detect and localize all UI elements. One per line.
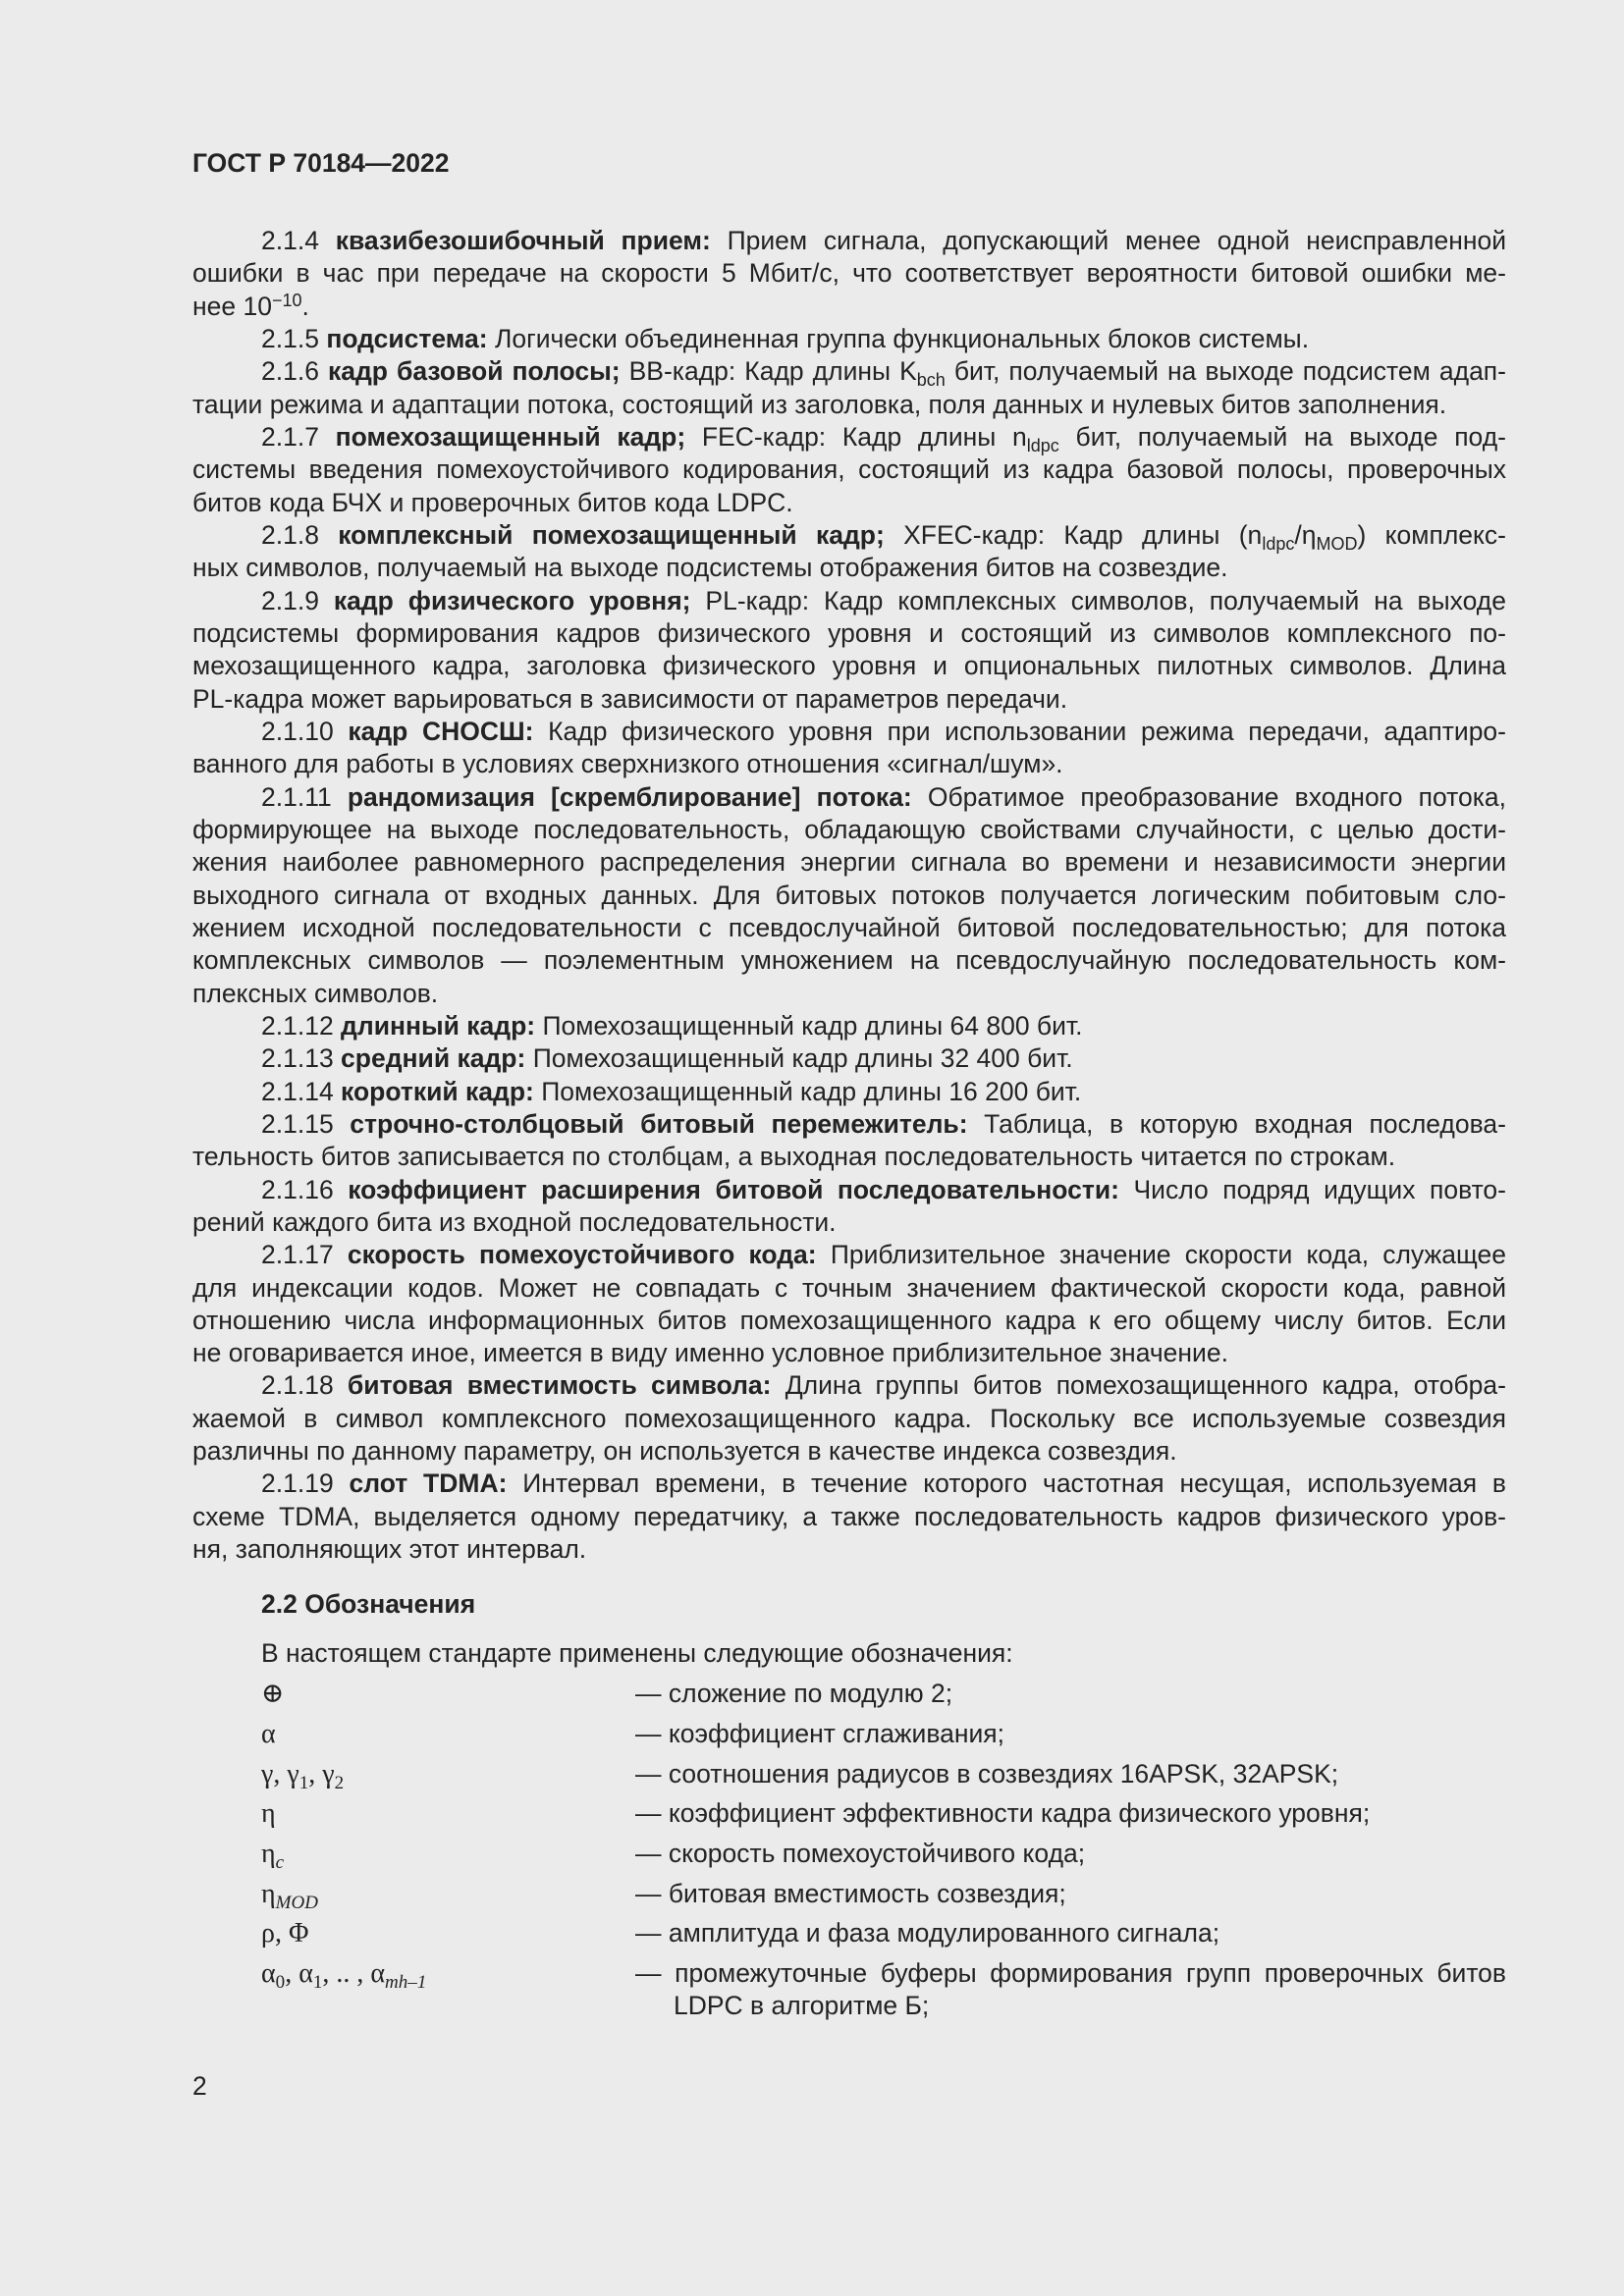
text-run: η (261, 1798, 276, 1830)
text-run: мехозащищенного кадра, заголовка физического уровня и опциональных пилотных символов. Длина (192, 651, 1506, 681)
text-line (192, 389, 1506, 421)
term-title: скорость помехоустойчивого кода: (347, 1240, 817, 1270)
designation-row (192, 1957, 1506, 2023)
text-run: системы введения помехоустойчивого кодирования, состоящий из кадра базовой полосы, проверочных (192, 454, 1506, 485)
text-line (192, 944, 1506, 977)
text-line (192, 1468, 1506, 1500)
text-run: 2.1.5 (261, 323, 327, 353)
text-run: 2.1.14 (261, 1076, 342, 1106)
text-run: γ, γ (261, 1758, 299, 1789)
text-line (192, 487, 1506, 519)
description-line: LDPC в алгоритме Б; (674, 1991, 930, 2021)
text-line (192, 1010, 1506, 1042)
text-run: Число подряд идущих повто- (1118, 1174, 1506, 1204)
text-run: Помехозащищенный кадр длины 64 800 бит. (535, 1010, 1083, 1041)
subscript: 2 (334, 1772, 345, 1793)
text-run: ) комплекс- (1357, 519, 1506, 550)
text-run: . (301, 291, 309, 321)
text-line (192, 1206, 1506, 1239)
designation-symbol (192, 1878, 635, 1913)
text-run: комплексных символов — поэлементным умножением на псевдослучайную последовательность ком- (192, 945, 1506, 976)
text-run: схеме TDMA, выделяется одному передатчику, а также последовательность кадров физического уров- (192, 1501, 1506, 1531)
text-run: различны по данному параметру, он используется в качестве индекса созвездия. (192, 1436, 1177, 1467)
text-line (192, 454, 1506, 486)
text-run: нее 10 (192, 291, 272, 321)
description-line: — коэффициент эффективности кадра физического уровня; (635, 1798, 1371, 1829)
text-run: 2.1.19 (261, 1468, 350, 1499)
text-run: , γ (308, 1758, 335, 1789)
subscript: MOD (1316, 533, 1358, 554)
term-title: короткий кадр: (341, 1076, 534, 1106)
term-entry (192, 1042, 1506, 1075)
text-run: η (261, 1838, 276, 1869)
text-line (192, 1076, 1506, 1108)
text-run: Прием сигнала, допускающий менее одной неисправленной (710, 226, 1507, 255)
term-title: комплексный помехозащищенный кадр; (338, 519, 885, 550)
text-line (192, 1239, 1506, 1271)
text-run: плексных символов. (192, 978, 439, 1008)
text-line (192, 1501, 1506, 1533)
text-line (192, 748, 1506, 780)
term-title: квазибезошибочный прием: (335, 226, 711, 255)
text-line (192, 1337, 1506, 1369)
description-line: — амплитуда и фаза модулированного сигнала; (635, 1918, 1220, 1949)
term-entry (192, 323, 1506, 355)
term-title: кадр базовой полосы; (327, 356, 621, 387)
designation-symbol (192, 1758, 635, 1793)
text-run: ванного для работы в условиях сверхнизкого отношения «сигнал/шум». (192, 749, 1063, 779)
description-line: — промежуточные буферы формирования групп проверочных битов (635, 1958, 1506, 1989)
document-body (192, 225, 1506, 2030)
designation-row (192, 1878, 1506, 1913)
text-line (192, 1272, 1506, 1305)
text-line (192, 552, 1506, 584)
description-line: — скорость помехоустойчивого кода; (635, 1838, 1086, 1868)
subscript: bch (916, 370, 946, 391)
text-run: 2.1.16 (261, 1174, 349, 1204)
text-line (192, 1435, 1506, 1468)
term-entry (192, 781, 1506, 1010)
text-line (192, 1533, 1506, 1566)
text-line (192, 355, 1506, 391)
italic-subscript: MOD (275, 1892, 318, 1913)
text-run: жения наиболее равномерного распределения энергии сигнала во времени и независимости энергии (192, 847, 1506, 878)
term-title: средний кадр: (341, 1043, 526, 1074)
text-run: ошибки в час при передаче на скорости 5 Мбит/с, что соответствует вероятности битовой ошибки ме- (192, 258, 1506, 289)
designation-list (192, 1678, 1506, 2023)
designation-symbol (192, 1917, 635, 1949)
section-heading: 2.2 Обозначения (261, 1589, 476, 1620)
designation-symbol (192, 1957, 635, 1994)
term-title: длинный кадр: (341, 1010, 536, 1041)
text-run: Обратимое преобразование входного потока, (911, 781, 1506, 812)
designation-description (635, 1678, 1506, 1710)
page-number: 2 (192, 2071, 207, 2101)
designation-row (192, 1718, 1506, 1750)
text-line (192, 880, 1506, 912)
text-run: XFEC-кадр: Кадр длины (n (884, 519, 1263, 550)
text-line (192, 978, 1506, 1010)
term-entry (192, 585, 1506, 716)
text-run: BB-кадр: Кадр длины K (620, 356, 917, 387)
term-entry (192, 1369, 1506, 1468)
text-run: отношению числа информационных битов помехозащищенного кадра к его общему числу битов. Если (192, 1305, 1506, 1335)
designation-symbol (192, 1678, 635, 1710)
text-line (192, 683, 1506, 716)
designation-symbol (192, 1718, 635, 1750)
text-run: 2.1.7 (261, 421, 336, 452)
text-run: Логически объединенная группа функциональных блоков системы. (487, 323, 1310, 353)
terms-section (192, 225, 1506, 1566)
subscript: 0 (275, 1972, 286, 1994)
document-header: ГОСТ Р 70184—2022 (192, 148, 450, 178)
term-title: битовая вместимость символа: (347, 1370, 772, 1401)
term-entry (192, 225, 1506, 323)
term-title: строчно-столбцовый битовый перемежитель: (350, 1108, 968, 1139)
text-line (192, 519, 1506, 552)
text-line (192, 1108, 1506, 1141)
text-line (192, 291, 1506, 323)
text-run: η (261, 1878, 276, 1909)
italic-subscript: c (275, 1852, 285, 1874)
term-title: кадр физического уровня; (333, 585, 691, 615)
text-run: подсистемы формирования кадров физического уровня и состоящий из символов комплексного по- (192, 617, 1506, 648)
text-line (192, 1305, 1506, 1337)
text-run: 2.1.8 (261, 519, 339, 550)
designation-row (192, 1758, 1506, 1793)
text-run: 2.1.12 (261, 1010, 342, 1041)
term-entry (192, 1468, 1506, 1566)
text-line (192, 781, 1506, 814)
description-line: — сложение по модулю 2; (635, 1679, 953, 1709)
designation-description (635, 1758, 1506, 1790)
designation-symbol (192, 1797, 635, 1830)
text-run: Кадр физического уровня при использовании режима передачи, адаптиро- (533, 716, 1506, 746)
text-run: 2.1.6 (261, 356, 328, 387)
description-line: — битовая вместимость созвездия; (635, 1878, 1066, 1908)
designation-row (192, 1678, 1506, 1710)
text-run: битов кода БЧХ и проверочных битов кода LDPC. (192, 487, 793, 517)
text-run: 2.1.13 (261, 1043, 342, 1074)
text-line (192, 617, 1506, 650)
designation-row (192, 1838, 1506, 1874)
text-run: Длина группы битов помехозащищенного кадра, отобра- (771, 1370, 1506, 1401)
designation-description (635, 1957, 1506, 2023)
text-run: ня, заполняющих этот интервал. (192, 1534, 587, 1565)
italic-subscript: mh–1 (385, 1972, 427, 1994)
text-run: ρ, Φ (261, 1918, 309, 1949)
text-run: Таблица, в которую входная последова- (967, 1108, 1506, 1139)
term-title: подсистема: (326, 323, 488, 353)
term-entry (192, 1174, 1506, 1240)
text-run: 2.1.4 (261, 226, 336, 255)
designation-description (635, 1718, 1506, 1750)
text-run: /η (1294, 519, 1317, 550)
text-line (192, 650, 1506, 682)
text-run: выходного сигнала от входных данных. Для битовых потоков получается логическим побитовым сло- (192, 880, 1506, 910)
text-line (192, 585, 1506, 617)
text-run: жаемой в символ комплексного помехозащищенного кадра. Поскольку все используемые созвездия (192, 1403, 1506, 1433)
description-line: — коэффициент сглаживания; (635, 1718, 1005, 1748)
designation-description (635, 1797, 1506, 1830)
text-run: 2.1.9 (261, 585, 334, 615)
text-run: Интервал времени, в течение которого частотная несущая, используемая в (507, 1468, 1506, 1499)
text-run: 2.1.15 (261, 1108, 351, 1139)
subscript: ldpc (1262, 533, 1295, 554)
term-title: рандомизация [скремблирование] потока: (347, 781, 912, 812)
designation-description (635, 1838, 1506, 1870)
term-entry (192, 1076, 1506, 1108)
term-title: кадр СНОСШ: (348, 716, 534, 746)
text-run: тельность битов записывается по столбцам, а выходная последовательность читается по строкам. (192, 1142, 1396, 1172)
text-run: 2.1.11 (261, 781, 348, 812)
text-line (192, 912, 1506, 944)
text-run: жением исходной последовательности с псевдослучайной битовой последовательностью; для потока (192, 912, 1506, 942)
text-run: ных символов, получаемый на выходе подсистемы отображения битов на созвездие. (192, 553, 1228, 583)
text-run: Приблизительное значение скорости кода, служащее (816, 1240, 1506, 1270)
text-line (192, 846, 1506, 879)
text-run: 2.1.17 (261, 1240, 348, 1270)
term-entry (192, 421, 1506, 519)
text-line (192, 1174, 1506, 1206)
subscript: ldpc (1026, 435, 1059, 455)
term-entry (192, 355, 1506, 421)
section-intro: В настоящем стандарте применены следующие обозначения: (261, 1637, 1013, 1668)
text-line (192, 225, 1506, 257)
term-entry (192, 519, 1506, 585)
term-title: помехозащищенный кадр; (335, 421, 686, 452)
text-run: Помехозащищенный кадр длины 16 200 бит. (533, 1076, 1082, 1106)
designation-row (192, 1917, 1506, 1949)
text-line (192, 1042, 1506, 1075)
subscript: 1 (298, 1772, 309, 1793)
text-run: формирующее на выходе последовательность, обладающую свойствами случайности, с целью дости- (192, 814, 1506, 844)
term-entry (192, 1010, 1506, 1042)
term-entry (192, 716, 1506, 781)
text-run: FEC-кадр: Кадр длины n (685, 421, 1027, 452)
description-line: — соотношения радиусов в созвездиях 16APSK, 32APSK; (635, 1758, 1339, 1789)
text-run: Помехозащищенный кадр длины 32 400 бит. (525, 1043, 1073, 1074)
designation-symbol (192, 1838, 635, 1874)
term-entry (192, 1239, 1506, 1369)
term-entry (192, 1108, 1506, 1174)
text-run: тации режима и адаптации потока, состоящий из заголовка, поля данных и нулевых битов заполнения. (192, 389, 1447, 419)
text-run: , .. , α (322, 1958, 386, 1990)
text-run: PL-кадр: Кадр комплексных символов, получаемый на выходе (690, 585, 1506, 615)
designation-description (635, 1878, 1506, 1910)
text-line (192, 1403, 1506, 1435)
text-run: α (261, 1718, 276, 1749)
designation-row (192, 1797, 1506, 1830)
superscript: −10 (271, 290, 302, 310)
text-run: не оговаривается иное, имеется в виду именно условное приблизительное значение. (192, 1338, 1228, 1368)
text-run: PL-кадра может варьироваться в зависимости от параметров передачи. (192, 683, 1068, 714)
text-run: α (261, 1958, 276, 1990)
text-run: 2.1.18 (261, 1370, 348, 1401)
designation-description (635, 1917, 1506, 1949)
text-run: рений каждого бита из входной последовательности. (192, 1206, 837, 1237)
text-run: ⊕ (261, 1679, 285, 1710)
text-line (192, 421, 1506, 454)
subscript: 1 (312, 1972, 323, 1994)
text-run: для индексации кодов. Может не совпадать с точным значением фактической скорости кода, равной (192, 1272, 1506, 1303)
text-line (192, 323, 1506, 355)
text-run: 2.1.10 (261, 716, 349, 746)
term-title: коэффициент расширения битовой последовательности: (348, 1174, 1119, 1204)
term-title: слот TDMA: (349, 1468, 508, 1499)
text-run: , α (285, 1958, 313, 1990)
text-run: бит, получаемый на выходе подсистем адап- (945, 356, 1506, 387)
text-line (192, 716, 1506, 748)
text-line (192, 1369, 1506, 1402)
text-line (192, 1141, 1506, 1173)
text-line (192, 814, 1506, 846)
text-run: бит, получаемый на выходе под- (1058, 421, 1506, 452)
text-line (192, 257, 1506, 290)
